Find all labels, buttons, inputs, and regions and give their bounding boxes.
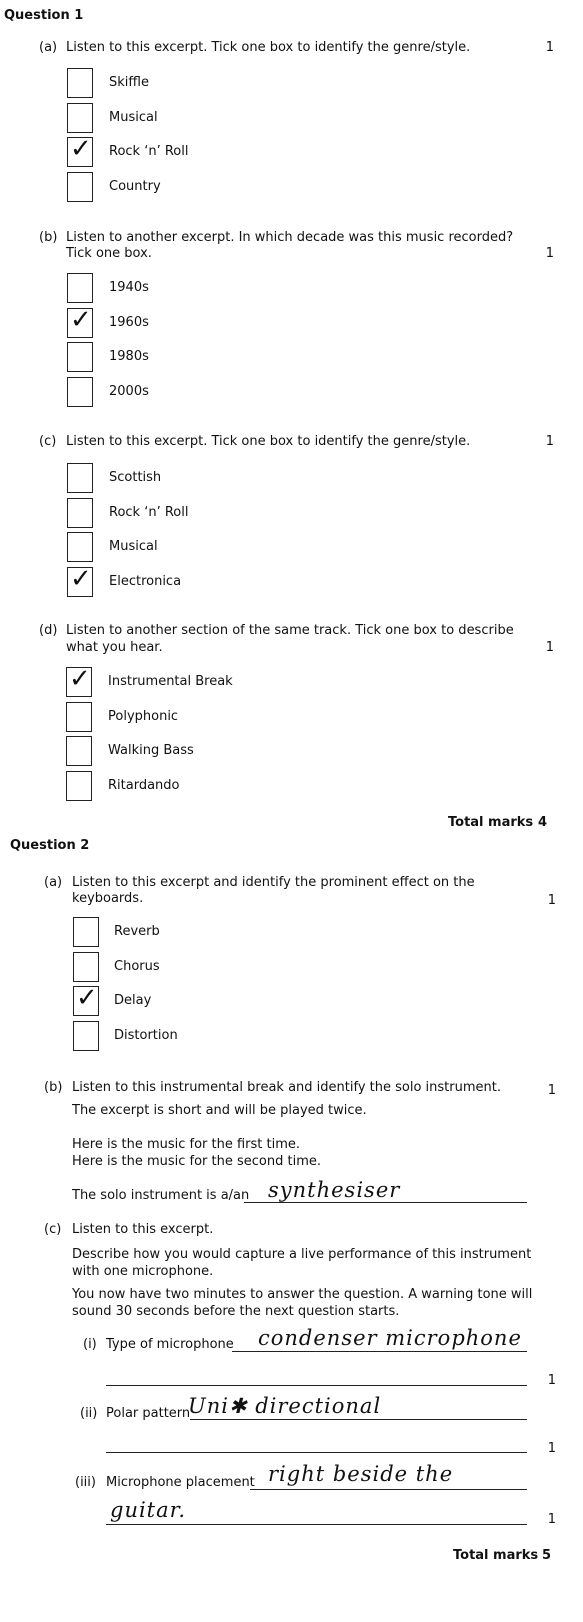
q2b-label: (b) (44, 1080, 63, 1095)
option-label: 1980s (109, 349, 149, 364)
tick-box[interactable] (73, 983, 99, 1016)
q2c-iii-answer-line2-text: guitar. (110, 1498, 187, 1522)
tick-box[interactable] (67, 134, 93, 167)
tick-box[interactable] (73, 1021, 99, 1051)
q2c-ii-answer-line1[interactable] (190, 1419, 527, 1420)
q2c-iii-answer-line1-text: right beside the (268, 1462, 454, 1486)
q2c-iii-answer-line2[interactable] (106, 1524, 527, 1525)
q1a-marks: 1 (545, 40, 554, 55)
q1b-text-line2: Tick one box. (66, 246, 152, 261)
q1c-text: Listen to this excerpt. Tick one box to identify the genre/style. (66, 434, 471, 449)
q2b-line4: Here is the music for the second time. (72, 1154, 321, 1169)
q1-total-label: Total marks (448, 815, 534, 830)
option-label: Country (109, 178, 161, 194)
q1-total-value: 4 (538, 815, 548, 830)
option-label: Skiffle (109, 75, 149, 90)
tick-box[interactable] (67, 463, 93, 493)
option-label: Musical (109, 109, 158, 125)
tick-box[interactable] (67, 563, 93, 597)
q1d-text-line1: Listen to another section of the same track. Tick one box to describe (66, 623, 514, 638)
q2c-iii-marks: 1 (547, 1512, 556, 1527)
q2c-iii-label: (iii) (75, 1475, 96, 1490)
tick-box[interactable] (67, 304, 93, 338)
q2c-time-line2: sound 30 seconds before the next question starts. (72, 1304, 400, 1319)
q2b-line3: Here is the music for the first time. (72, 1137, 301, 1152)
option-label: Ritardando (108, 777, 180, 793)
q2a-marks: 1 (547, 893, 556, 908)
option-label: 1960s (109, 314, 149, 330)
q1a-label: (a) (39, 40, 58, 55)
q2c-i-label: (i) (83, 1337, 97, 1352)
option-label: Reverb (114, 924, 160, 939)
q1b-label: (b) (39, 230, 58, 245)
q2-total-value: 5 (542, 1548, 552, 1563)
tick-box[interactable] (67, 532, 93, 562)
tick-box[interactable] (73, 952, 99, 982)
q2c-i-marks: 1 (547, 1373, 556, 1388)
q1d-label: (d) (39, 623, 58, 638)
q2a-label: (a) (44, 875, 63, 890)
tick-box[interactable] (67, 103, 93, 133)
q1b-text-line1: Listen to another excerpt. In which decade was this music recorded? (66, 230, 514, 245)
option-label: Walking Bass (108, 743, 194, 758)
q1d-text-line2: what you hear. (66, 640, 163, 655)
check-mark-icon: ✓ (76, 983, 98, 1013)
option-label: Rock ‘n’ Roll (109, 144, 189, 159)
q2b-answer-line[interactable] (244, 1202, 527, 1203)
q2c-ii-label: (ii) (80, 1406, 98, 1421)
tick-box[interactable] (66, 664, 92, 697)
q2b-answer: synthesiser (268, 1178, 401, 1202)
option-label: Chorus (114, 958, 160, 974)
q2c-i-answer: condenser microphone (258, 1326, 522, 1350)
q1d-marks: 1 (545, 640, 554, 655)
q2c-i-answer-line2[interactable] (106, 1385, 527, 1386)
q2c-desc-line1: Describe how you would capture a live performance of this instrument (72, 1247, 532, 1262)
check-mark-icon: ✓ (70, 134, 92, 164)
q2c-time-line1: You now have two minutes to answer the question. A warning tone will (72, 1287, 533, 1302)
q2a-text-line1: Listen to this excerpt and identify the prominent effect on the (72, 875, 475, 890)
q2c-desc-line2: with one microphone. (72, 1264, 214, 1279)
tick-box[interactable] (73, 917, 99, 947)
q2c-i-prompt: Type of microphone (106, 1337, 234, 1352)
question-1-heading: Question 1 (4, 8, 84, 23)
tick-box[interactable] (67, 377, 93, 407)
option-label: Delay (114, 993, 152, 1008)
tick-box[interactable] (67, 172, 93, 202)
tick-box[interactable] (66, 736, 92, 766)
option-label: 1940s (109, 280, 149, 295)
option-label: 2000s (109, 383, 149, 399)
q2-total-label: Total marks (453, 1548, 539, 1563)
q2b-answer-prompt: The solo instrument is a/an (72, 1188, 250, 1203)
q1b-marks: 1 (545, 246, 554, 261)
q2c-text: Listen to this excerpt. (72, 1222, 214, 1237)
tick-box[interactable] (66, 771, 92, 801)
option-label: Electronica (109, 573, 182, 589)
option-label: Distortion (114, 1027, 178, 1043)
q2c-ii-answer: Uni✱ directional (188, 1394, 382, 1418)
q2c-label: (c) (44, 1222, 62, 1237)
check-mark-icon: ✓ (69, 664, 91, 694)
q2c-ii-prompt: Polar pattern (106, 1406, 191, 1421)
q2c-ii-answer-line2[interactable] (106, 1452, 527, 1453)
check-mark-icon: ✓ (70, 563, 92, 594)
tick-box[interactable] (67, 342, 93, 372)
q2c-iii-prompt: Microphone placement (106, 1475, 255, 1490)
q2b-line2: The excerpt is short and will be played twice. (72, 1103, 367, 1118)
question-2-heading: Question 2 (10, 838, 90, 853)
option-label: Musical (109, 539, 158, 554)
tick-box[interactable] (67, 68, 93, 98)
q2a-text-line2: keyboards. (72, 891, 144, 906)
tick-box[interactable] (67, 273, 93, 303)
q1c-label: (c) (39, 434, 57, 449)
q2b-text: Listen to this instrumental break and identify the solo instrument. (72, 1080, 501, 1095)
option-label: Polyphonic (108, 708, 179, 724)
q2c-ii-marks: 1 (547, 1441, 556, 1456)
q2c-iii-answer-line1[interactable] (250, 1489, 527, 1490)
q1a-text: Listen to this excerpt. Tick one box to identify the genre/style. (66, 40, 471, 55)
check-mark-icon: ✓ (70, 304, 92, 335)
q2c-i-answer-line1[interactable] (232, 1351, 527, 1352)
option-label: Rock ‘n’ Roll (109, 504, 189, 520)
option-label: Instrumental Break (108, 674, 233, 689)
tick-box[interactable] (67, 498, 93, 528)
q2b-marks: 1 (547, 1083, 556, 1098)
option-label: Scottish (109, 470, 162, 485)
tick-box[interactable] (66, 702, 92, 732)
q1c-marks: 1 (545, 434, 554, 449)
